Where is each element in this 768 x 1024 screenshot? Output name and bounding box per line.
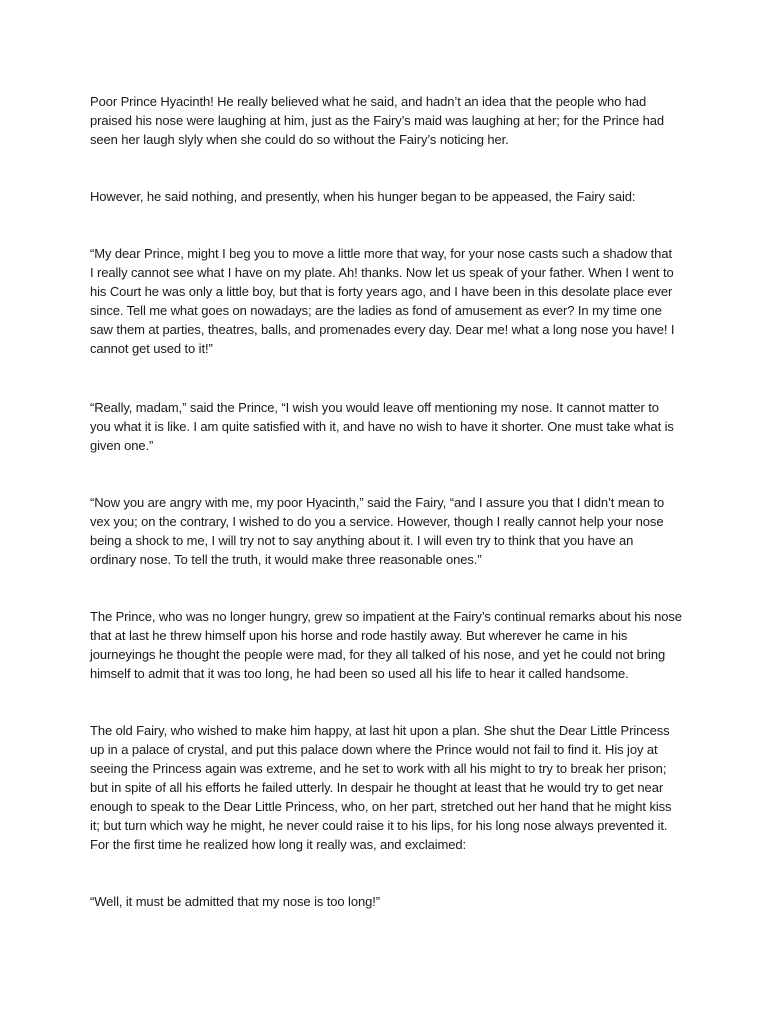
paragraph-line: “My dear Prince, might I beg you to move a little more that way, for your nose casts such a shadow that: [90, 246, 672, 261]
paragraph-line: seeing the Princess again was extreme, and he set to work with all his might to try to break her prison;: [90, 761, 667, 776]
paragraph-7: [90, 721, 690, 854]
paragraph-line: since. Tell me what goes on nowadays; are the ladies as fond of amusement as ever? In my time one: [90, 303, 662, 318]
paragraph-line: “Now you are angry with me, my poor Hyacinth,” said the Fairy, “and I assure you that I didn’t mean to: [90, 495, 665, 510]
paragraph-line: “Well, it must be admitted that my nose is too long!”: [90, 894, 380, 909]
paragraph-line: saw them at parties, theatres, balls, and promenades every day. Dear me! what a long nose you have! I: [90, 322, 675, 337]
paragraph-line: “Really, madam,” said the Prince, “I wish you would leave off mentioning my nose. It cannot matter to: [90, 400, 659, 415]
paragraph-line: Poor Prince Hyacinth! He really believed what he said, and hadn’t an idea that the people who had: [90, 94, 647, 109]
paragraph-line: seen her laugh slyly when she could do so without the Fairy’s noticing her.: [90, 132, 509, 147]
paragraph-line: For the first time he realized how long it really was, and exclaimed:: [90, 837, 467, 852]
paragraph-line: up in a palace of crystal, and put this palace down where the Prince would not fail to find it. His joy at: [90, 742, 658, 757]
paragraph-line: given one.”: [90, 438, 154, 453]
paragraph-line: it; but turn which way he might, he never could raise it to his lips, for his long nose always prevented it.: [90, 818, 668, 833]
paragraph-2: [90, 187, 690, 206]
paragraph-line: himself to admit that it was too long, he had been so used all his life to hear it called handsome.: [90, 666, 629, 681]
paragraph-line: that at last he threw himself upon his horse and rode hastily away. But wherever he came in his: [90, 628, 628, 643]
paragraph-line: being a shock to me, I will try not to say anything about it. I will even try to think that you have an: [90, 533, 634, 548]
paragraph-4: [90, 398, 690, 455]
paragraph-line: However, he said nothing, and presently, when his hunger began to be appeased, the Fairy said:: [90, 189, 636, 204]
paragraph-line: cannot get used to it!”: [90, 341, 213, 356]
paragraph-line: but in spite of all his efforts he failed utterly. In despair he thought at least that he would try to get near: [90, 780, 664, 795]
paragraph-6: [90, 607, 690, 683]
paragraph-1: [90, 92, 690, 149]
paragraph-line: journeyings he thought the people were mad, for they all talked of his nose, and yet he could not bring: [90, 647, 666, 662]
paragraph-8: [90, 892, 690, 911]
paragraph-line: enough to speak to the Dear Little Princess, who, on her part, stretched out her hand that he might kiss: [90, 799, 672, 814]
paragraph-line: I really cannot see what I have on my plate. Ah! thanks. Now let us speak of your father. When I went to: [90, 265, 674, 280]
paragraph-line: you what it is like. I am quite satisfied with it, and have no wish to have it shorter. One must take what is: [90, 419, 674, 434]
paragraph-line: The old Fairy, who wished to make him happy, at last hit upon a plan. She shut the Dear Little Princess: [90, 723, 670, 738]
paragraph-line: vex you; on the contrary, I wished to do you a service. However, though I really cannot help your nose: [90, 514, 664, 529]
paragraph-5: [90, 493, 690, 569]
paragraph-3: [90, 244, 690, 358]
paragraph-line: ordinary nose. To tell the truth, it would make three reasonable ones.”: [90, 552, 482, 567]
paragraph-line: The Prince, who was no longer hungry, grew so impatient at the Fairy’s continual remarks about his nose: [90, 609, 682, 624]
paragraph-line: praised his nose were laughing at him, just as the Fairy’s maid was laughing at her; for the Prince had: [90, 113, 665, 128]
paragraph-line: his Court he was only a little boy, but that is forty years ago, and I have been in this desolate place ever: [90, 284, 673, 299]
